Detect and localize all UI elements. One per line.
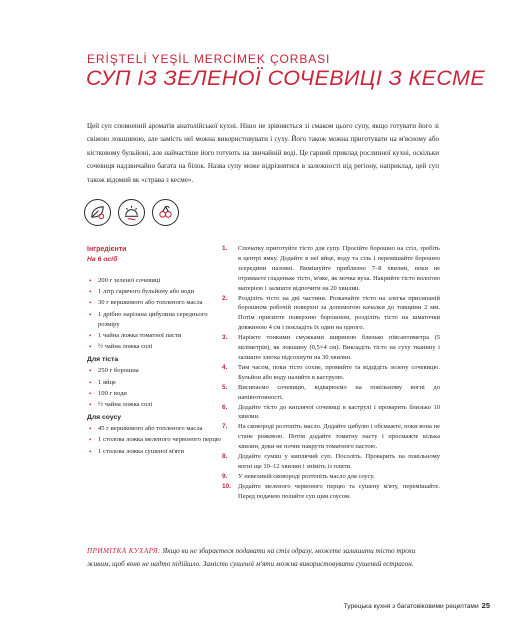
- step-text: Додайте суміш у киплячий суп. Посоліть. Проварить на повільному вогні ще 10–12 хвилин і зніміть із плити.: [238, 453, 440, 470]
- steps-list: [222, 244, 440, 502]
- list-item: • 1 чайна ложка томатної пасти: [87, 331, 222, 341]
- step-item: [222, 294, 440, 334]
- list-item: • 1 літр гарячого бульйону або води: [87, 287, 222, 297]
- dough-heading: Для тіста: [87, 356, 119, 364]
- step-text: Висипаємо сочевицю, відварюємо на повільному вогні до напівготовності.: [238, 383, 440, 401]
- step-number: 6.: [222, 403, 228, 411]
- step-number: 5.: [222, 383, 228, 391]
- page-footer: [250, 601, 490, 610]
- step-item: [222, 363, 440, 383]
- step-number: 8.: [222, 453, 228, 461]
- servings: На 6 осіб: [87, 256, 118, 263]
- ingredients-sauce-list: [87, 424, 222, 457]
- step-item: [222, 422, 440, 452]
- step-text: Тим часом, поки тісто сохне, промийте та відцідіть зелену сочевицю. Бульйон або воду налийте в каструлю.: [238, 363, 440, 381]
- list-item: • 250 г борошна: [87, 366, 222, 376]
- ingredients-dough-list: [87, 366, 222, 410]
- list-item: • 1 дрібно нарізана цибулина середнього розміру: [87, 310, 222, 330]
- chef-note-text: Якщо ви не збираєтеся подавати на стіл одразу, можете залишити тісто трохи живим, щоб воно не надто підійшло. Замість сушеної м'яти можна використовувати сушений естрагон.: [87, 547, 416, 569]
- page-number: 25: [481, 601, 490, 610]
- list-item: • 1 столова ложка сушеної м'яти: [87, 447, 222, 457]
- step-number: 1.: [222, 245, 228, 252]
- recipe-intro: Цей суп сповнений ароматів анатолійської кухні. Нішо не зрівняється зі смаком цього супу, якщо готувати його зі свіжою локшиною, але замість неї можна використовувати і суху. Його також можна приготувати на м'ясному або кістковому бульйоні, але найчастіше його готують на звичайній воді. Це гарний приклад рослинної кухні, оскільки сочевиця надзвичайно багата на білок. Назва супу може відрізнятися в залежності від регіону, наприклад, цей суп також відомий як «страва з кесме».: [87, 122, 439, 184]
- list-item: • 1 столова ложка меленого червоного перцю: [87, 435, 222, 445]
- list-item: • 100 г води: [87, 389, 222, 399]
- step-item: [222, 403, 440, 423]
- step-number: 10.: [222, 482, 232, 490]
- recipe-title: СУП ІЗ ЗЕЛЕНОЇ СОЧЕВИЦІ З КЕСМЕ: [86, 66, 486, 90]
- step-number: 4.: [222, 363, 228, 371]
- step-item: [222, 383, 440, 403]
- list-item: • 200 г зеленої сочевиці: [87, 276, 222, 286]
- step-text: Розділіть тісто на дві частини. Розкачайте тісто на злегка присипаній борошном робочій поверхні за допомогою качалки до товщини 2 мм. Потім присипте поверхню борошном, розділіть тісто на шматочки довжиною 4 см і покладіть їх один на одного.: [238, 294, 440, 332]
- sun-heat-icon: [118, 199, 145, 226]
- step-item: [222, 482, 440, 502]
- step-text: Наріжте тонкими смужками шириною близько півсантиметра (5 міліметрів), як локшину (0,5×4 см). Викладіть тісто на суху тканину і залиште злегка підсохнути на 30 хвилин.: [238, 334, 440, 361]
- footer-book-title: Турецька кухня з багатовіковими рецептами: [343, 603, 479, 610]
- berries-icon: [152, 199, 179, 226]
- step-number: 9.: [222, 472, 228, 480]
- step-text: На сковороді розтопіть масло. Додайте цибулю і обсмажте, поки вона не стане рожевою. Потім додайте томатну пасту і просмажте кілька хвилин, доки не почне накрути томатного пастою.: [238, 423, 440, 451]
- list-item: • 30 г вершкового або топленого масла: [87, 298, 222, 308]
- list-item: • 1 яйце: [87, 378, 222, 388]
- diet-icons: [84, 199, 179, 226]
- list-item: • 45 г вершкового або топленого масла: [87, 424, 222, 434]
- list-item: • ½ чайна ложка солі: [87, 342, 222, 352]
- step-number: 2.: [222, 294, 228, 302]
- step-number: 7.: [222, 423, 228, 431]
- step-text: Спочатку приготуйте тісто для супу. Просійте борошно на стіл, зробіть в центрі ямку. Додайте в неї яйце, воду та сіль і перемішайте борошно зсередини назовні. Вимішуйте приблизно 7–8 хвилин, поки не отримаєте гладеньке тісто, м'яке, як мочка вуха. Накрийте тісто вологою матерією і залиште відпочити на 20 хвилин.: [238, 245, 440, 292]
- ingredients-column: [87, 246, 222, 458]
- recipe-original-name: ERİŞTELİ YEŞİL MERCİMEK ÇORBASI: [87, 52, 331, 66]
- chef-note-label: ПРИМІТКА КУХАРЯ:: [87, 547, 161, 555]
- chef-note: [87, 545, 439, 571]
- vegan-leaf-icon: [84, 199, 111, 226]
- step-item: [222, 333, 440, 363]
- step-number: 3.: [222, 334, 228, 342]
- step-item: [222, 472, 440, 482]
- list-item: • ½ чайна ложка солі: [87, 400, 222, 410]
- step-item: [222, 244, 440, 294]
- top-margin: [0, 0, 531, 14]
- ingredients-heading: Інгредієнти: [87, 246, 127, 253]
- step-text: У невеликій сковороді розтопіть масло для соусу.: [238, 472, 375, 480]
- step-text: Додайте меленого червоного перцю та сушену м'яту, перемішайте. Перед подачею полийте суп цим соусом.: [238, 482, 440, 500]
- step-text: Додайте тісто до киплячої сочевиці в каструлі і проварить близько 10 хвилин.: [238, 403, 440, 421]
- ingredients-main-list: [87, 276, 222, 352]
- step-item: [222, 452, 440, 472]
- sauce-heading: Для соусу: [87, 414, 122, 422]
